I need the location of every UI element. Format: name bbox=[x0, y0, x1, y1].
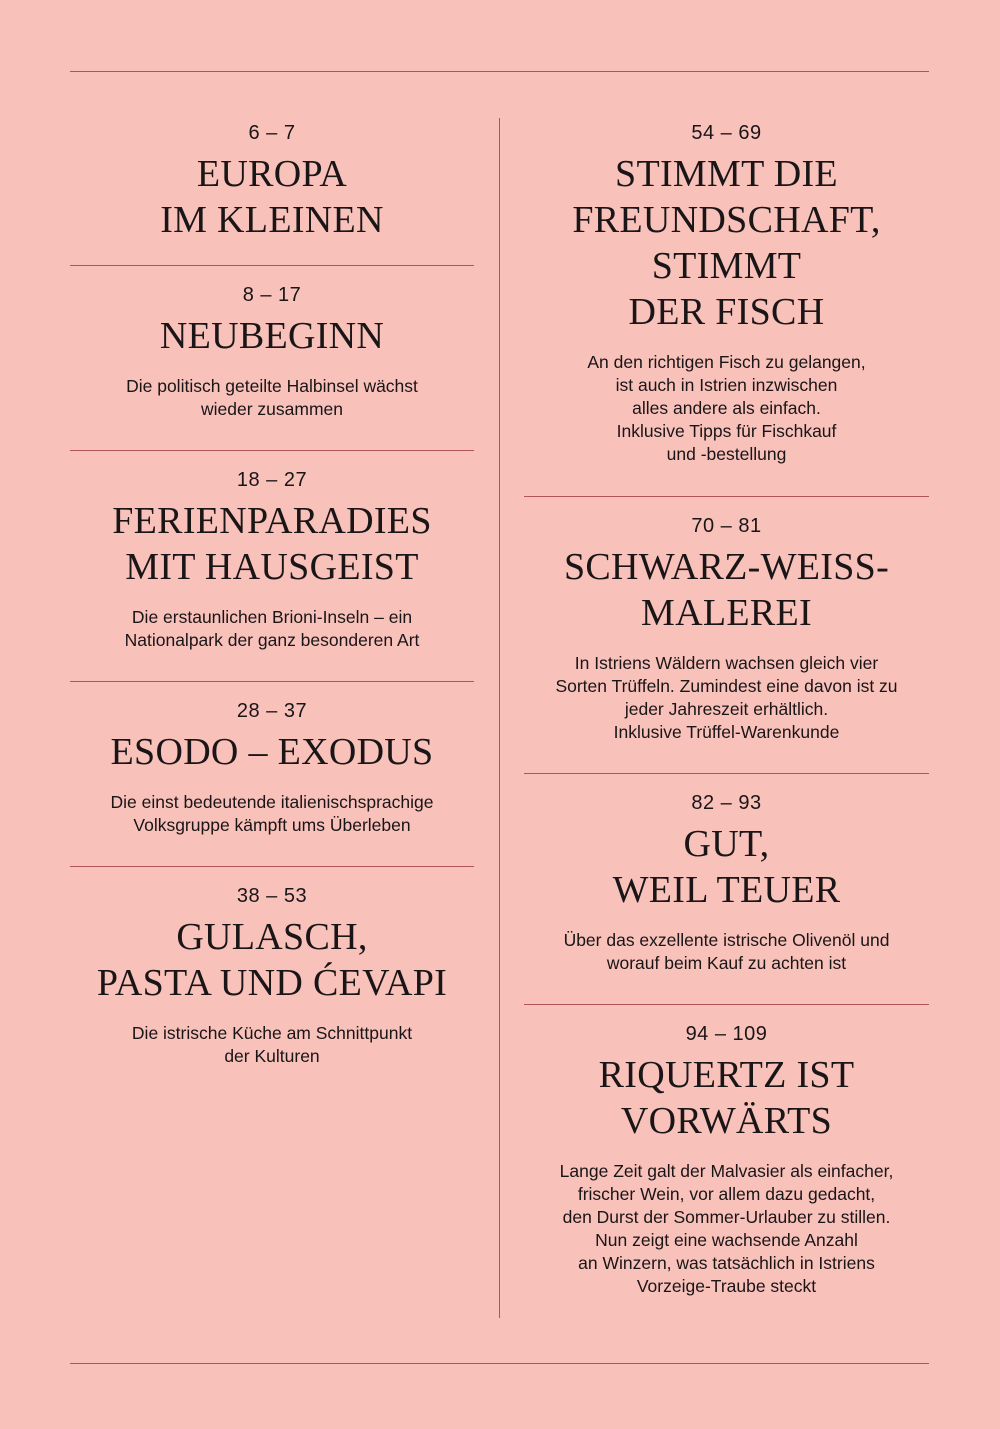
page-range: 8 – 17 bbox=[242, 284, 302, 306]
page-range: 70 – 81 bbox=[691, 515, 762, 537]
entry-divider bbox=[524, 1004, 929, 1005]
entry-divider bbox=[70, 866, 474, 867]
toc-entry[interactable] bbox=[524, 514, 929, 744]
chapter-description: Die erstaunlichen Brioni-Inseln – ein Nationalpark der ganz besonderen Art bbox=[124, 607, 420, 650]
toc-entry[interactable] bbox=[70, 121, 474, 243]
bottom-rule bbox=[70, 1363, 929, 1364]
chapter-description: In Istriens Wäldern wachsen gleich vier Sorten Trüffeln. Zumindest eine davon ist zu jeder Jahreszeit erhältlich. Inklusive Trüffel-Warenkunde bbox=[555, 653, 898, 742]
entry-divider bbox=[524, 496, 929, 497]
toc-entry[interactable] bbox=[70, 283, 474, 421]
chapter-title: RIQUERTZ IST VORWÄRTS bbox=[598, 1054, 855, 1142]
entry-divider bbox=[70, 450, 474, 451]
chapter-title: ESODO – EXODUS bbox=[110, 731, 434, 773]
page-range: 82 – 93 bbox=[691, 792, 762, 814]
chapter-description: Lange Zeit galt der Malvasier als einfacher, frischer Wein, vor allem dazu gedacht, den Durst der Sommer-Urlauber zu stillen. Nun zeigt eine wachsende Anzahl an Winzern, was tatsächlich in Istriens Vorzeige-Traube steckt bbox=[559, 1161, 894, 1296]
column-divider bbox=[499, 118, 500, 1318]
page-range: 18 – 27 bbox=[236, 469, 308, 491]
chapter-title: GULASCH, PASTA UND ĆEVAPI bbox=[96, 916, 448, 1004]
chapter-description: Die istrische Küche am Schnittpunkt der Kulturen bbox=[131, 1023, 413, 1066]
chapter-description: Die einst bedeutende italienischsprachige Volksgruppe kämpft ums Überleben bbox=[110, 792, 434, 835]
toc-entry[interactable] bbox=[524, 1022, 929, 1298]
top-rule bbox=[70, 71, 929, 72]
toc-entry[interactable] bbox=[524, 121, 929, 466]
toc-entry[interactable] bbox=[70, 468, 474, 652]
entry-divider bbox=[524, 773, 929, 774]
chapter-title: EUROPA IM KLEINEN bbox=[160, 153, 384, 241]
chapter-description: Die politisch geteilte Halbinsel wächst wieder zusammen bbox=[126, 376, 418, 419]
chapter-description: Über das exzellente istrische Olivenöl und worauf beim Kauf zu achten ist bbox=[563, 930, 890, 973]
page-range: 94 – 109 bbox=[685, 1023, 768, 1045]
toc-entry[interactable] bbox=[70, 699, 474, 837]
chapter-title: NEUBEGINN bbox=[159, 315, 385, 357]
entry-divider bbox=[70, 681, 474, 682]
toc-entry[interactable] bbox=[70, 884, 474, 1068]
chapter-title: FERIENPARADIES MIT HAUSGEIST bbox=[112, 500, 432, 588]
chapter-title: GUT, WEIL TEUER bbox=[612, 823, 841, 911]
page-range: 28 – 37 bbox=[236, 700, 308, 722]
page-range: 6 – 7 bbox=[248, 122, 296, 144]
chapter-description: An den richtigen Fisch zu gelangen, ist auch in Istrien inzwischen alles andere als einfach. Inklusive Tipps für Fischkauf und -bestellung bbox=[587, 352, 866, 464]
entry-divider bbox=[70, 265, 474, 266]
page-range: 54 – 69 bbox=[691, 122, 762, 144]
page-range: 38 – 53 bbox=[236, 885, 308, 907]
chapter-title: STIMMT DIE FREUNDSCHAFT, STIMMT DER FISCH bbox=[572, 153, 881, 333]
chapter-title: SCHWARZ-WEISS- MALEREI bbox=[563, 546, 890, 634]
toc-entry[interactable] bbox=[524, 791, 929, 975]
